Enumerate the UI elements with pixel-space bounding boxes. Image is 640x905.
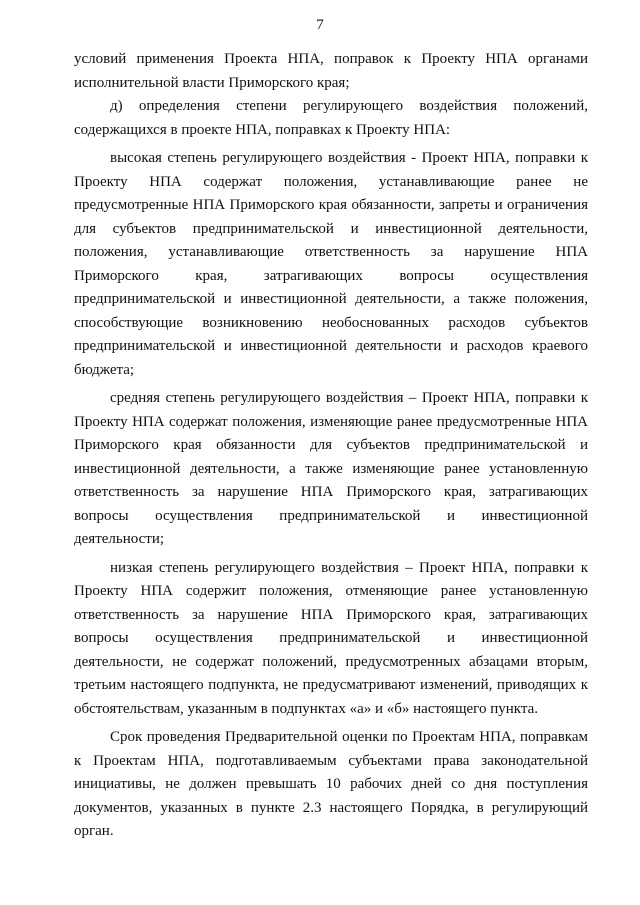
paragraph-high-degree: высокая степень регулирующего воздействия - Проект НПА, поправки к Проекту НПА содержат положения, устанавливающие ранее не предусмотренные НПА Приморского края обязанности, запреты и ограничения для субъектов предпринимательской и инвестиционной деятельности, положения, устанавливающие ответственность за нарушение НПА Приморского края, затрагивающих вопросы осуществления предпринимательской и инвестиционной деятельности, а также положения, способствующие возникновению необоснованных расходов субъектов предпринимательской и инвестиционной деятельности и расходов краевого бюджета; (74, 150, 588, 378)
paragraph-item-d: д) определения степени регулирующего воздействия положений, содержащихся в проекте НПА, поправках к Проекту НПА: (74, 98, 588, 138)
paragraph-review-period: Срок проведения Предварительной оценки по Проектам НПА, поправкам к Проектам НПА, подготавливаемым субъектами права законодательной инициативы, не должен превышать 10 рабочих дней со дня поступления документов, указанных в пункте 2.3 настоящего Порядка, в регулирующий орган. (74, 729, 588, 839)
paragraph-medium-degree: средняя степень регулирующего воздействия – Проект НПА, поправки к Проекту НПА содержат положения, изменяющие ранее предусмотренные НПА Приморского края обязанности для субъектов предпринимательской и инвестиционной деятельности, а также изменяющие ранее установленную ответственность за нарушение НПА Приморского края, затрагивающих вопросы осуществления предпринимательской и инвестиционной деятельности; (74, 390, 588, 547)
paragraph-low-degree: низкая степень регулирующего воздействия – Проект НПА, поправки к Проекту НПА содержит положения, отменяющие ранее установленную ответственность за нарушение НПА Приморского края, затрагивающих вопросы осуществления предпринимательской и инвестиционной деятельности, не содержат положений, предусмотренных абзацами вторым, третьим настоящего подпункта, не предусматривают изменений, приводящих к обстоятельствам, указанным в подпунктах «а» и «б» настоящего пункта. (74, 559, 588, 717)
document-body (74, 48, 588, 844)
paragraph-conditions-continuation: условий применения Проекта НПА, поправок к Проекту НПА органами исполнительной власти Приморского края; (74, 51, 588, 91)
page-number: 7 (316, 17, 324, 33)
